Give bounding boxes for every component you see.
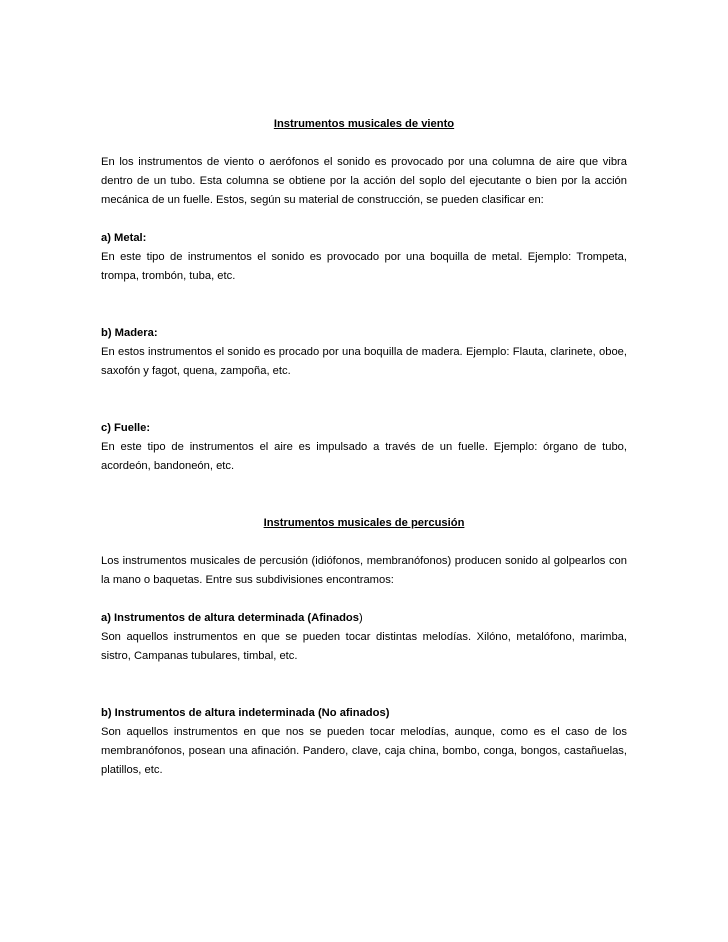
wood-text: En estos instrumentos el sonido es procado por una boquilla de madera. Ejemplo: Flauta, clarinete, oboe, saxofón y fagot, quena, zampoña, etc. [101,346,627,377]
tuned-heading-paren: ) [358,612,363,624]
document-page [101,115,627,780]
percussion-instruments-intro: Los instrumentos musicales de percusión (idiófonos, membranófonos) producen sonido al golpearlos con la mano o baquetas. Entre sus subdivisiones encontramos: [101,555,627,586]
wind-instruments-title: Instrumentos musicales de viento [273,118,455,130]
tuned-heading [101,609,627,628]
wood-heading: b) Madera: [101,327,158,339]
tuned-heading-bold: a) Instrumentos de altura determinada (Afinados [101,612,359,624]
percussion-instruments-title: Instrumentos musicales de percusión [263,517,465,529]
bellows-text: En este tipo de instrumentos el aire es impulsado a través de un fuelle. Ejemplo: órgano de tubo, acordeón, bandoneón, etc. [101,441,627,472]
tuned-text: Son aquellos instrumentos en que se pueden tocar distintas melodías. Xilóno, metalófono, marimba, sistro, Campanas tubulares, timbal, etc. [101,631,627,662]
untuned-heading: b) Instrumentos de altura indeterminada (No afinados) [101,707,390,719]
bellows-heading: c) Fuelle: [101,422,151,434]
untuned-text: Son aquellos instrumentos en que nos se pueden tocar melodías, aunque, como es el caso de los membranófonos, posean una afinación. Pandero, clave, caja china, bombo, conga, bongos, castañuelas, platillos, etc. [101,726,627,776]
metal-heading: a) Metal: [101,232,147,244]
wind-instruments-intro: En los instrumentos de viento o aerófonos el sonido es provocado por una columna de aire que vibra dentro de un tubo. Esta columna se obtiene por la acción del soplo del ejecutante o bien por la acción mecánica de un fuelle. Estos, según su material de construcción, se pueden clasificar en: [101,156,627,206]
metal-text: En este tipo de instrumentos el sonido es provocado por una boquilla de metal. Ejemplo: Trompeta, trompa, trombón, tuba, etc. [101,251,627,282]
